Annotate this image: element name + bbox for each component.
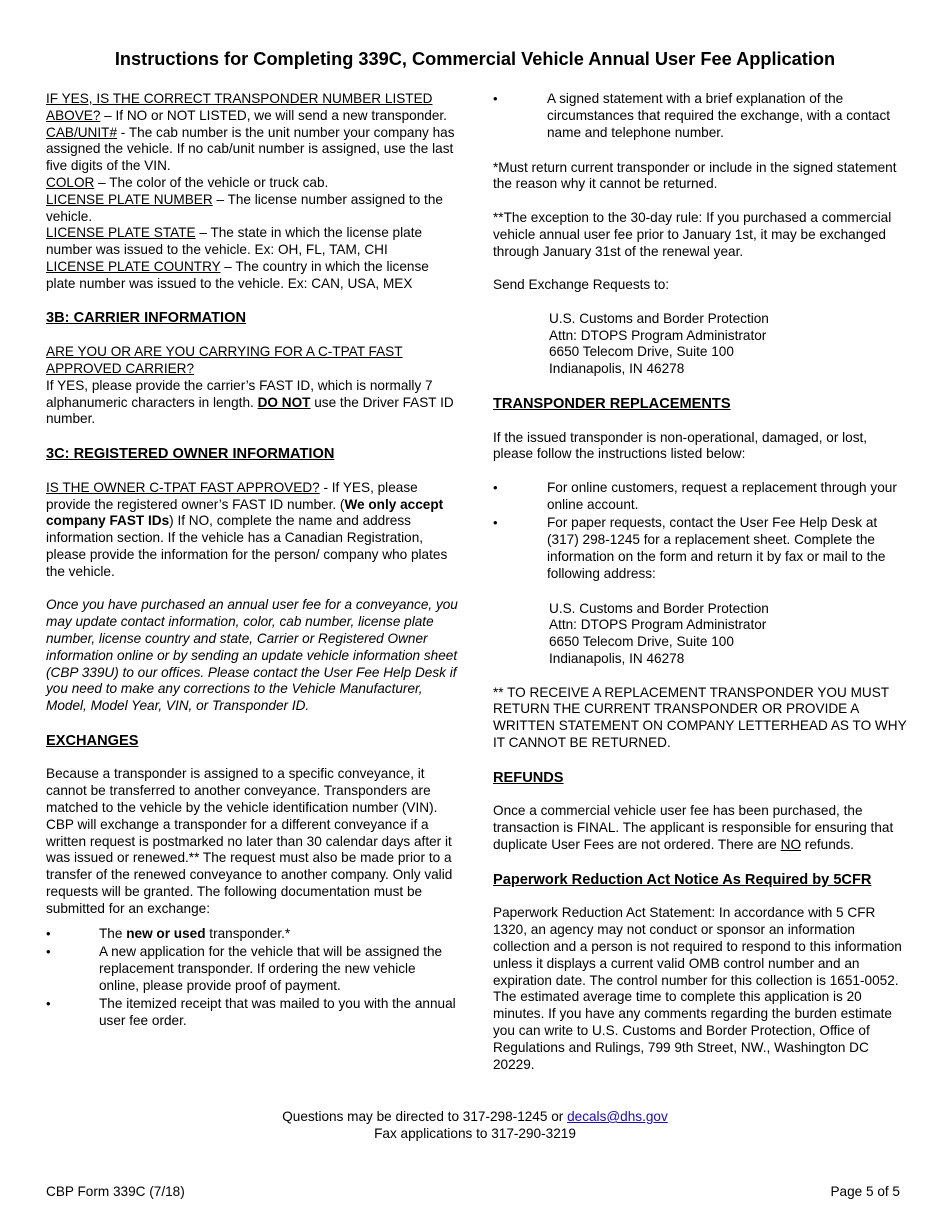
address-line: 6650 Telecom Drive, Suite 100: [549, 344, 734, 360]
owner-italic-note: Once you have purchased an annual user fee for a conveyance, you may update contact information, color, cab number, license plate number, license country and state, Carrier or Registered Owner information online or by sending an update vehicle information sheet (CBP 339U) to our offices. Please contact the User Fee Help Desk if you need to make any corrections to the Vehicle Manufacturer, Model, Model Year, VIN, or Transponder ID.: [46, 597, 458, 714]
bullet2-text: A new application for the vehicle that will be assigned the replacement transponder. If ordering the new vehicle online, please provide proof of payment.: [99, 943, 443, 993]
transponder-question: IF YES, IS THE CORRECT TRANSPONDER NUMBER LISTED ABOVE?: [46, 91, 433, 123]
bullet1-bold: new or used: [126, 925, 206, 941]
address-line: Attn: DTOPS Program Administrator: [549, 617, 767, 633]
exchange-docs-list-continued: [493, 91, 909, 141]
exchanges-paragraph: Because a transponder is assigned to a specific conveyance, it cannot be transferred to another conveyance. Transponders are matched to the vehicle by the vehicle identification number (VIN). CBP will exchange a transponder for a different conveyance if a written request is postmarked no later than 30 calendar days after it was issued or renewed.** The request must also be made prior to a transfer of the renewed conveyance to another company. Only valid requests will be granted. The following documentation must be submitted for an exchange:: [46, 766, 453, 916]
bullet-icon: •: [493, 480, 498, 496]
bullet1-post: transponder.*: [205, 925, 291, 941]
address-line: Indianapolis, IN 46278: [549, 361, 685, 377]
bullet-icon: •: [46, 995, 51, 1011]
form-id: CBP Form 339C (7/18): [46, 1184, 185, 1199]
address-line: U.S. Customs and Border Protection: [549, 310, 769, 326]
owner-heading: 3C: REGISTERED OWNER INFORMATION: [46, 445, 335, 462]
address-line: Attn: DTOPS Program Administrator: [549, 327, 767, 343]
carrier-do-not: DO NOT: [257, 394, 311, 410]
carrier-text-2: use the Driver FAST ID number.: [46, 394, 454, 427]
email-link[interactable]: decals@dhs.gov: [567, 1109, 668, 1124]
owner-bold: We only accept company FAST IDs: [46, 496, 444, 529]
list-item: [493, 515, 909, 582]
cab-label: CAB/UNIT#: [46, 124, 118, 140]
carrier-text-1: If YES, please provide the carrier’s FAST ID, which is normally 7 alphanumeric characters in length.: [46, 377, 433, 410]
right-column: [493, 91, 909, 1073]
contact-footer: [0, 1109, 950, 1143]
owner-text-2: ) If NO, complete the name and address information section. If the vehicle has a Canadian Registration, please provide the information for the person/ company who plates the vehicle.: [46, 513, 448, 579]
replacements-heading: TRANSPONDER REPLACEMENTS: [493, 395, 731, 412]
plate-state-text: – The state in which the license plate number was issued to the vehicle. Ex: OH, FL, TAM, CHI: [46, 225, 423, 258]
owner-paragraph: [46, 480, 458, 581]
carrier-paragraph: [46, 378, 458, 428]
exception-note: **The exception to the 30-day rule: If you purchased a commercial vehicle annual user fee prior to January 1st, it may be exchanged through January 31st of the renewal year.: [493, 210, 892, 259]
bullet1-pre: The: [99, 925, 127, 941]
refunds-heading: REFUNDS: [493, 769, 564, 786]
questions-line: [0, 1109, 950, 1126]
replacement-list: [493, 480, 909, 582]
list-item: [46, 944, 458, 994]
plate-country-paragraph: [46, 259, 458, 293]
carrier-question-text: ARE YOU OR ARE YOU CARRYING FOR A C-TPAT FAST APPROVED CARRIER?: [46, 344, 403, 376]
bullet3-text: The itemized receipt that was mailed to you with the annual user fee order.: [99, 995, 456, 1028]
rep-bullet2-text: For paper requests, contact the User Fee Help Desk at (317) 298-1245 for a replacement sheet. Complete the information on the form and return it by fax or mail to the following address:: [547, 515, 886, 581]
replacement-address: [493, 601, 909, 668]
plate-number-paragraph: [46, 192, 458, 226]
bullet4-text: A signed statement with a brief explanation of the circumstances that required the exchange, with a contact name and telephone number.: [547, 91, 891, 140]
exchanges-heading: EXCHANGES: [46, 732, 139, 749]
plate-state-label: LICENSE PLATE STATE: [46, 225, 196, 241]
plate-state-paragraph: [46, 225, 458, 259]
color-paragraph: [46, 175, 458, 192]
refunds-text-2: refunds.: [801, 836, 854, 852]
address-line: 6650 Telecom Drive, Suite 100: [549, 634, 734, 650]
rep-bullet1-text: For online customers, request a replacement through your online account.: [547, 480, 897, 512]
address-line: U.S. Customs and Border Protection: [549, 600, 769, 616]
bullet-icon: •: [493, 515, 498, 531]
plate-country-text: – The country in which the license plate number was issued to the vehicle. Ex: CAN, USA, MEX: [46, 258, 429, 291]
exchange-address: [493, 311, 909, 378]
owner-question: IS THE OWNER C-TPAT FAST APPROVED?: [46, 479, 320, 495]
fax-line: Fax applications to 317-290-3219: [374, 1125, 576, 1141]
plate-country-label: LICENSE PLATE COUNTRY: [46, 258, 221, 274]
page-number: Page 5 of 5: [830, 1184, 900, 1199]
carrier-question: [46, 344, 458, 378]
replacements-paragraph: If the issued transponder is non-operational, damaged, or lost, please follow the instructions listed below:: [493, 429, 868, 462]
send-to-label: Send Exchange Requests to:: [493, 277, 670, 293]
plate-number-label: LICENSE PLATE NUMBER: [46, 191, 213, 207]
list-item: [46, 996, 458, 1030]
color-label: COLOR: [46, 174, 95, 190]
left-column: [46, 91, 458, 1031]
exchange-docs-list: [46, 926, 458, 1030]
carrier-heading: 3B: CARRIER INFORMATION: [46, 310, 246, 327]
bullet-icon: •: [46, 943, 51, 959]
cab-paragraph: [46, 125, 458, 175]
plate-number-text: – The license number assigned to the vehicle.: [46, 191, 443, 224]
pra-heading: Paperwork Reduction Act Notice As Required by 5CFR: [493, 871, 872, 888]
bullet-icon: •: [493, 91, 498, 106]
must-return-note: *Must return current transponder or include in the signed statement the reason why it cannot be returned.: [493, 159, 897, 192]
refunds-text-1: Once a commercial vehicle user fee has been purchased, the transaction is FINAL. The applicant is responsible for ensuring that duplicate User Fees are not ordered. There are: [493, 803, 894, 852]
questions-text: Questions may be directed to 317-298-1245 or: [282, 1109, 568, 1124]
address-line: Indianapolis, IN 46278: [549, 651, 685, 666]
refunds-paragraph: [493, 803, 909, 853]
cab-text: - The cab number is the unit number your company has assigned the vehicle. If no cab/unit number is assigned, use the last five digits of the VIN.: [46, 124, 455, 174]
bullet-icon: •: [46, 925, 51, 941]
transponder-paragraph: [46, 91, 458, 125]
pra-paragraph: Paperwork Reduction Act Statement: In accordance with 5 CFR 1320, an agency may not conduct or sponsor an information collection and a person is not required to respond to this information unless it displays a current valid OMB control number and an expiration date. The control number for this collection is 1651-0052. The estimated average time to complete this application is 20 minutes. If you have any comments regarding the burden estimate you can write to U.S. Customs and Border Protection, Office of Regulations and Rulings, 799 9th Street, NW., Washington DC 20229.: [493, 905, 902, 1072]
page-title: Instructions for Completing 339C, Commercial Vehicle Annual User Fee Application: [114, 49, 836, 69]
list-item: [493, 480, 909, 514]
transponder-text: – If NO or NOT LISTED, we will send a new transponder.: [100, 107, 447, 123]
list-item: [46, 926, 458, 943]
list-item: [493, 91, 909, 141]
color-text: – The color of the vehicle or truck cab.: [94, 174, 329, 190]
refunds-no: NO: [780, 836, 802, 852]
replacement-notice: ** TO RECEIVE A REPLACEMENT TRANSPONDER YOU MUST RETURN THE CURRENT TRANSPONDER OR PROVIDE A WRITTEN STATEMENT ON COMPANY LETTERHEAD AS TO WHY IT CANNOT BE RETURNED.: [493, 684, 907, 750]
owner-text-1: - If YES, please provide the registered owner’s FAST ID number. (: [46, 479, 418, 512]
